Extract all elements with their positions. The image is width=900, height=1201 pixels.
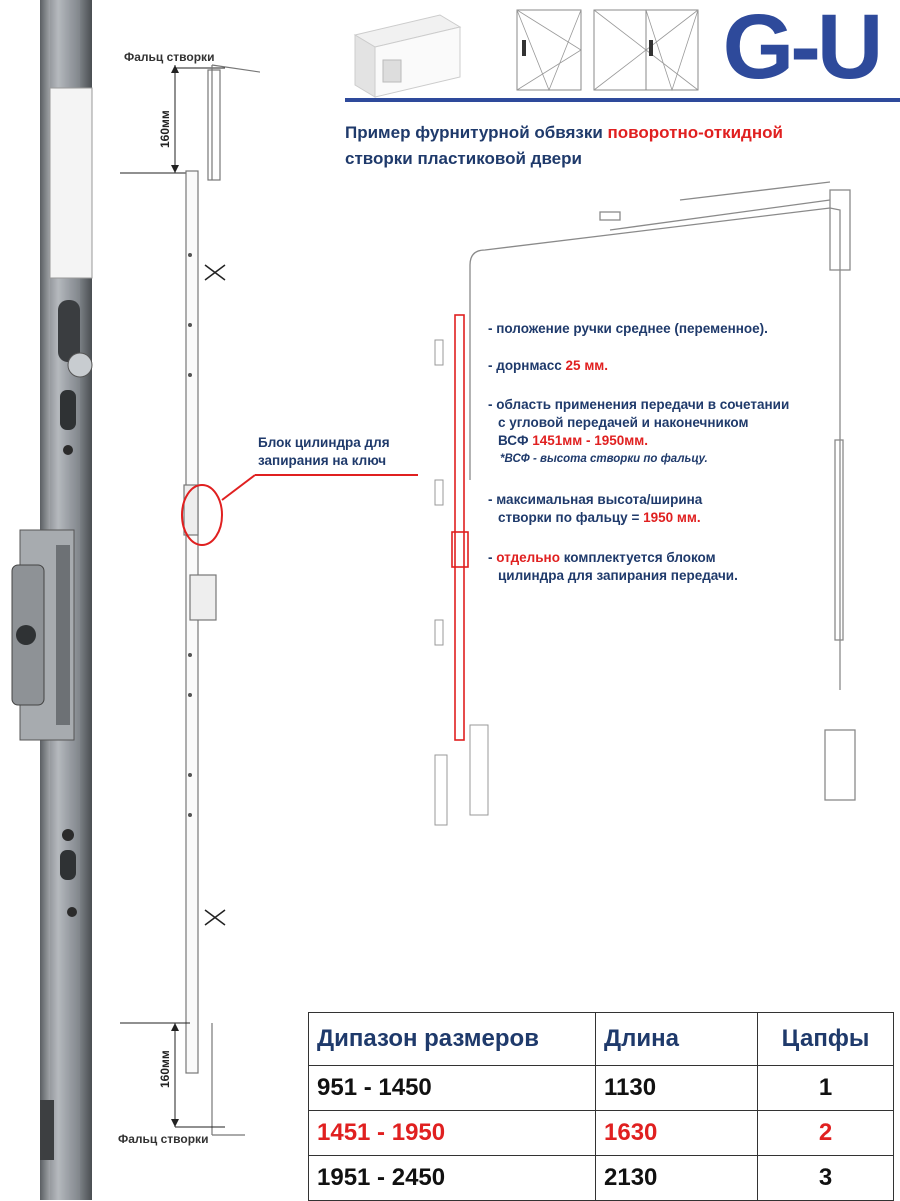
- bullet-max-label: створки по фальцу =: [498, 510, 644, 525]
- bullet-backset: [488, 357, 608, 375]
- table-cell-pins: 3: [758, 1156, 894, 1201]
- bullet-handle-position: - положение ручки среднее (переменное).: [488, 321, 768, 336]
- table-cell-length: 1630: [596, 1111, 758, 1156]
- profile-section-icon: [345, 5, 465, 100]
- fold-label-bottom: Фальц створки: [118, 1132, 209, 1146]
- fold-label-top: Фальц створки: [124, 50, 215, 64]
- table-cell-range: 1451 - 1950: [309, 1111, 596, 1156]
- bullet-backset-label: - дорнмасс: [488, 358, 566, 373]
- bullet-range-note: *ВСФ - высота створки по фальцу.: [500, 453, 708, 465]
- bullet-backset-value: 25 мм.: [565, 358, 609, 373]
- bullet-range-value: 1451мм - 1950мм.: [532, 433, 649, 448]
- table-cell-range: 951 - 1450: [309, 1066, 596, 1111]
- bullet-range-line1: - область применения передачи в сочетании: [488, 397, 790, 412]
- gu-logo: G-U: [722, 0, 880, 98]
- door-double-icon: [592, 8, 702, 93]
- cylinder-callout: [258, 434, 390, 470]
- bullet-cyl-dash: -: [488, 550, 497, 565]
- dimension-line-bottom: [115, 1015, 245, 1135]
- title-line2: створки пластиковой двери: [345, 149, 582, 168]
- bullet-max-size: [488, 491, 702, 527]
- table-cell-range: 1951 - 2450: [309, 1156, 596, 1201]
- bullet-range-label: ВСФ: [498, 433, 533, 448]
- table-row: [309, 1066, 894, 1111]
- dimension-label-top: 160мм: [158, 110, 172, 148]
- header-rule: [345, 98, 900, 102]
- locking-bar-schematic: [150, 55, 260, 1155]
- locking-bar-photo: [0, 0, 110, 1200]
- size-table: [308, 1012, 894, 1201]
- bullet-max-line1: - максимальная высота/ширина: [488, 492, 703, 507]
- table-row-highlight: [309, 1111, 894, 1156]
- bullet-cyl-line2: цилиндра для запирания передачи.: [498, 568, 738, 583]
- bullet-range-line2: с угловой передачей и наконечником: [498, 415, 749, 430]
- bullet-application-range: [488, 396, 789, 468]
- title-highlight: поворотно-откидной: [607, 123, 783, 142]
- callout-line2: запирания на ключ: [258, 453, 387, 468]
- table-cell-pins: 1: [758, 1066, 894, 1111]
- table-cell-length: 1130: [596, 1066, 758, 1111]
- table-header-range: Дипазон размеров: [309, 1013, 596, 1066]
- table-header-pins: Цапфы: [758, 1013, 894, 1066]
- bullet-cylinder-block: [488, 549, 738, 585]
- window-tilt-turn-icon: [515, 8, 585, 93]
- table-header-length: Длина: [596, 1013, 758, 1066]
- bullet-max-value: 1950 мм.: [643, 510, 701, 525]
- table-row: [309, 1156, 894, 1201]
- table-cell-length: 2130: [596, 1156, 758, 1201]
- bullet-cyl-rest: комплектуется блоком: [559, 550, 716, 565]
- page-title: [345, 120, 783, 172]
- dimension-label-bottom: 160мм: [158, 1050, 172, 1088]
- callout-line1: Блок цилиндра для: [258, 435, 390, 450]
- callout-line: [210, 470, 420, 520]
- table-cell-pins: 2: [758, 1111, 894, 1156]
- title-line1: Пример фурнитурной обвязки: [345, 123, 608, 142]
- bullet-cyl-highlight: отдельно: [496, 550, 560, 565]
- table-header-row: [309, 1013, 894, 1066]
